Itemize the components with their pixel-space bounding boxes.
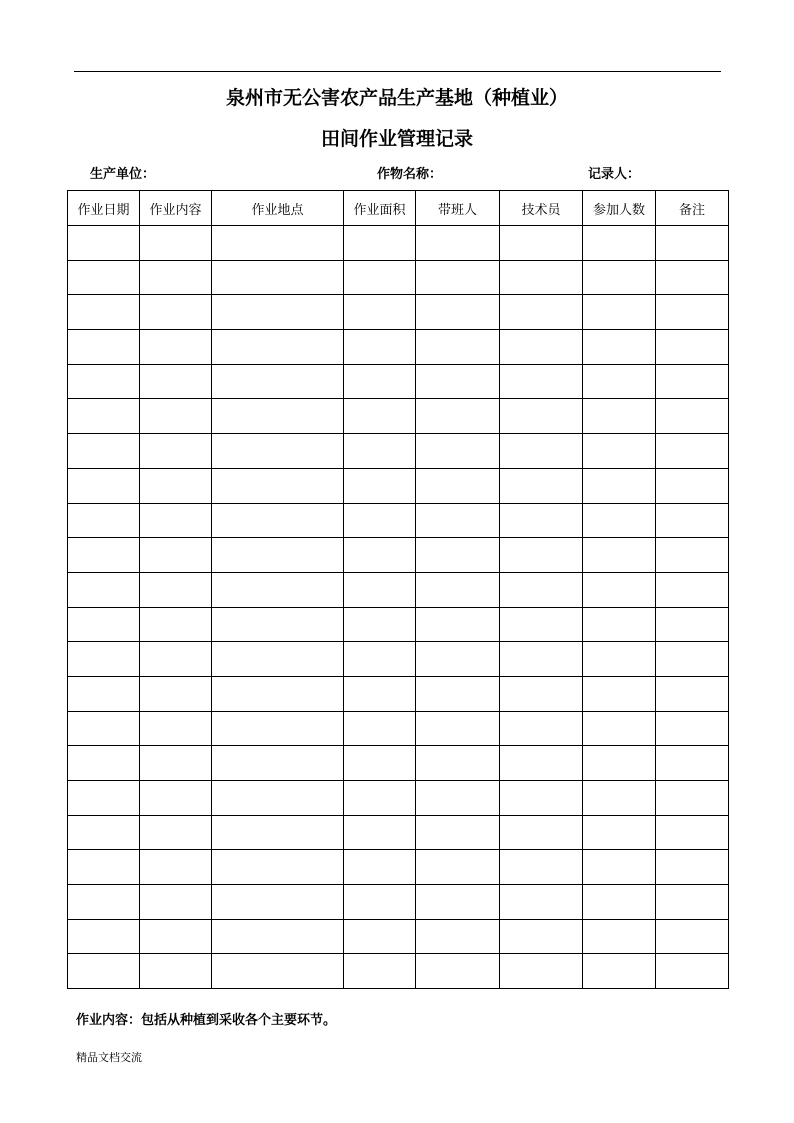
table-cell [583, 572, 656, 607]
table-cell [344, 885, 416, 920]
table-cell [212, 538, 344, 573]
table-row [68, 226, 729, 261]
table-cell [344, 399, 416, 434]
table-cell [416, 711, 500, 746]
recorder-label: 记录人： [588, 167, 641, 182]
column-header-location: 作业地点 [212, 191, 344, 226]
table-row [68, 434, 729, 469]
table-row [68, 572, 729, 607]
table-row [68, 607, 729, 642]
table-cell [656, 607, 729, 642]
table-cell [500, 954, 583, 989]
footer-text: 精品文档交流 [76, 1051, 142, 1064]
table-cell [344, 711, 416, 746]
table-cell [344, 815, 416, 850]
table-cell [212, 503, 344, 538]
table-cell [416, 260, 500, 295]
table-cell [416, 781, 500, 816]
table-cell [212, 815, 344, 850]
production-unit-label: 生产单位： [90, 167, 156, 182]
table-cell [344, 642, 416, 677]
table-cell [583, 399, 656, 434]
table-cell [140, 781, 212, 816]
table-cell [344, 954, 416, 989]
table-cell [416, 919, 500, 954]
table-cell [344, 434, 416, 469]
table-cell [68, 226, 140, 261]
table-row [68, 676, 729, 711]
table-cell [140, 226, 212, 261]
table-cell [416, 226, 500, 261]
table-cell [583, 330, 656, 365]
table-cell [656, 226, 729, 261]
table-cell [212, 399, 344, 434]
table-cell [68, 295, 140, 330]
table-cell [212, 226, 344, 261]
column-header-team-leader: 带班人 [416, 191, 500, 226]
table-cell [500, 260, 583, 295]
table-cell [68, 538, 140, 573]
table-cell [500, 468, 583, 503]
table-cell [140, 954, 212, 989]
table-cell [583, 607, 656, 642]
table-cell [344, 364, 416, 399]
table-cell [656, 885, 729, 920]
table-cell [140, 815, 212, 850]
crop-name-label: 作物名称： [377, 167, 443, 182]
table-cell [500, 538, 583, 573]
table-cell [583, 295, 656, 330]
operation-content-note: 作业内容：包括从种植到采收各个主要环节。 [76, 1013, 337, 1028]
table-cell [140, 607, 212, 642]
table-cell [583, 434, 656, 469]
table-cell [140, 468, 212, 503]
table-cell [344, 676, 416, 711]
table-cell [212, 295, 344, 330]
table-cell [500, 781, 583, 816]
table-cell [500, 815, 583, 850]
table-cell [583, 711, 656, 746]
table-cell [68, 850, 140, 885]
table-row [68, 711, 729, 746]
table-cell [656, 468, 729, 503]
table-header-row [68, 191, 729, 226]
table-cell [212, 260, 344, 295]
table-cell [140, 919, 212, 954]
table-cell [656, 711, 729, 746]
table-cell [140, 503, 212, 538]
table-cell [500, 572, 583, 607]
table-cell [212, 468, 344, 503]
table-cell [68, 468, 140, 503]
table-cell [583, 468, 656, 503]
table-cell [416, 572, 500, 607]
table-row [68, 330, 729, 365]
table-cell [656, 434, 729, 469]
table-cell [344, 850, 416, 885]
table-row [68, 538, 729, 573]
table-row [68, 399, 729, 434]
table-cell [416, 642, 500, 677]
table-cell [68, 676, 140, 711]
table-cell [68, 919, 140, 954]
table-cell [583, 676, 656, 711]
table-cell [344, 572, 416, 607]
table-body [68, 226, 729, 989]
table-cell [656, 919, 729, 954]
table-cell [68, 954, 140, 989]
table-cell [212, 781, 344, 816]
table-cell [68, 746, 140, 781]
table-row [68, 885, 729, 920]
table-cell [416, 399, 500, 434]
table-cell [500, 885, 583, 920]
table-cell [416, 815, 500, 850]
table-cell [140, 572, 212, 607]
table-cell [416, 676, 500, 711]
table-cell [212, 850, 344, 885]
column-header-date: 作业日期 [68, 191, 140, 226]
table-cell [140, 399, 212, 434]
table-cell [656, 330, 729, 365]
table-cell [583, 538, 656, 573]
table-cell [416, 468, 500, 503]
table-cell [212, 642, 344, 677]
column-header-content: 作业内容 [140, 191, 212, 226]
table-cell [583, 954, 656, 989]
table-cell [416, 434, 500, 469]
table-cell [500, 850, 583, 885]
table-cell [500, 295, 583, 330]
table-cell [416, 850, 500, 885]
table-cell [656, 364, 729, 399]
table-row [68, 295, 729, 330]
table-cell [68, 607, 140, 642]
table-cell [68, 434, 140, 469]
table-cell [140, 642, 212, 677]
table-cell [344, 607, 416, 642]
table-cell [583, 642, 656, 677]
table-cell [583, 226, 656, 261]
table-cell [583, 781, 656, 816]
table-row [68, 850, 729, 885]
table-cell [212, 434, 344, 469]
table-cell [500, 607, 583, 642]
column-header-area: 作业面积 [344, 191, 416, 226]
table-cell [416, 330, 500, 365]
table-cell [68, 330, 140, 365]
table-cell [583, 503, 656, 538]
table-cell [140, 538, 212, 573]
table-cell [416, 954, 500, 989]
table-cell [344, 919, 416, 954]
table-row [68, 364, 729, 399]
table-cell [656, 295, 729, 330]
table-cell [500, 642, 583, 677]
table-cell [656, 642, 729, 677]
table-row [68, 954, 729, 989]
table-cell [500, 711, 583, 746]
table-cell [344, 781, 416, 816]
table-cell [212, 746, 344, 781]
table-cell [344, 468, 416, 503]
table-row [68, 815, 729, 850]
table-cell [583, 919, 656, 954]
table-cell [656, 781, 729, 816]
table-cell [416, 885, 500, 920]
table-cell [68, 815, 140, 850]
top-rule [74, 71, 721, 72]
table-cell [416, 538, 500, 573]
table-row [68, 781, 729, 816]
document-title: 泉州市无公害农产品生产基地（种植业） [225, 87, 568, 109]
table-cell [140, 850, 212, 885]
table-row [68, 642, 729, 677]
table-cell [344, 260, 416, 295]
table-cell [212, 919, 344, 954]
table-cell [68, 260, 140, 295]
table-cell [68, 711, 140, 746]
document-subtitle: 田间作业管理记录 [320, 128, 473, 150]
table-cell [583, 850, 656, 885]
table-cell [212, 572, 344, 607]
table-cell [140, 330, 212, 365]
table-cell [500, 919, 583, 954]
table-cell [416, 503, 500, 538]
table-row [68, 746, 729, 781]
column-header-participants: 参加人数 [583, 191, 656, 226]
table-cell [656, 399, 729, 434]
table-cell [500, 503, 583, 538]
column-header-technician: 技术员 [500, 191, 583, 226]
table-cell [212, 885, 344, 920]
table-cell [344, 503, 416, 538]
table-cell [500, 399, 583, 434]
table-cell [140, 295, 212, 330]
table-cell [140, 364, 212, 399]
table-cell [500, 676, 583, 711]
table-row [68, 919, 729, 954]
table-cell [500, 746, 583, 781]
table-row [68, 260, 729, 295]
table-cell [68, 642, 140, 677]
table-cell [68, 503, 140, 538]
table-cell [583, 260, 656, 295]
column-header-remarks: 备注 [656, 191, 729, 226]
table-cell [416, 607, 500, 642]
table-cell [344, 226, 416, 261]
table-cell [500, 226, 583, 261]
table-row [68, 468, 729, 503]
table-cell [500, 434, 583, 469]
table-cell [140, 434, 212, 469]
table-cell [140, 711, 212, 746]
table-cell [68, 572, 140, 607]
table-row [68, 503, 729, 538]
table-cell [656, 572, 729, 607]
table-cell [212, 364, 344, 399]
table-cell [500, 364, 583, 399]
table-cell [140, 260, 212, 295]
table-cell [416, 746, 500, 781]
table-cell [140, 746, 212, 781]
table-cell [583, 364, 656, 399]
table-cell [656, 815, 729, 850]
table-cell [416, 295, 500, 330]
table-cell [68, 781, 140, 816]
table-cell [68, 399, 140, 434]
table-cell [212, 607, 344, 642]
table-cell [68, 364, 140, 399]
table-cell [344, 538, 416, 573]
table-cell [656, 538, 729, 573]
table-cell [500, 330, 583, 365]
table-cell [656, 954, 729, 989]
table-cell [583, 746, 656, 781]
table-cell [68, 885, 140, 920]
table-cell [140, 885, 212, 920]
table-cell [416, 364, 500, 399]
table-cell [212, 954, 344, 989]
table-cell [656, 503, 729, 538]
table-cell [344, 330, 416, 365]
table-cell [212, 711, 344, 746]
table-cell [212, 676, 344, 711]
table-cell [344, 746, 416, 781]
table-cell [583, 885, 656, 920]
field-operation-table [67, 190, 729, 989]
table-cell [656, 746, 729, 781]
table-cell [656, 260, 729, 295]
table-cell [212, 330, 344, 365]
table-cell [583, 815, 656, 850]
table-cell [140, 676, 212, 711]
table-cell [656, 676, 729, 711]
table-cell [344, 295, 416, 330]
table-cell [656, 850, 729, 885]
